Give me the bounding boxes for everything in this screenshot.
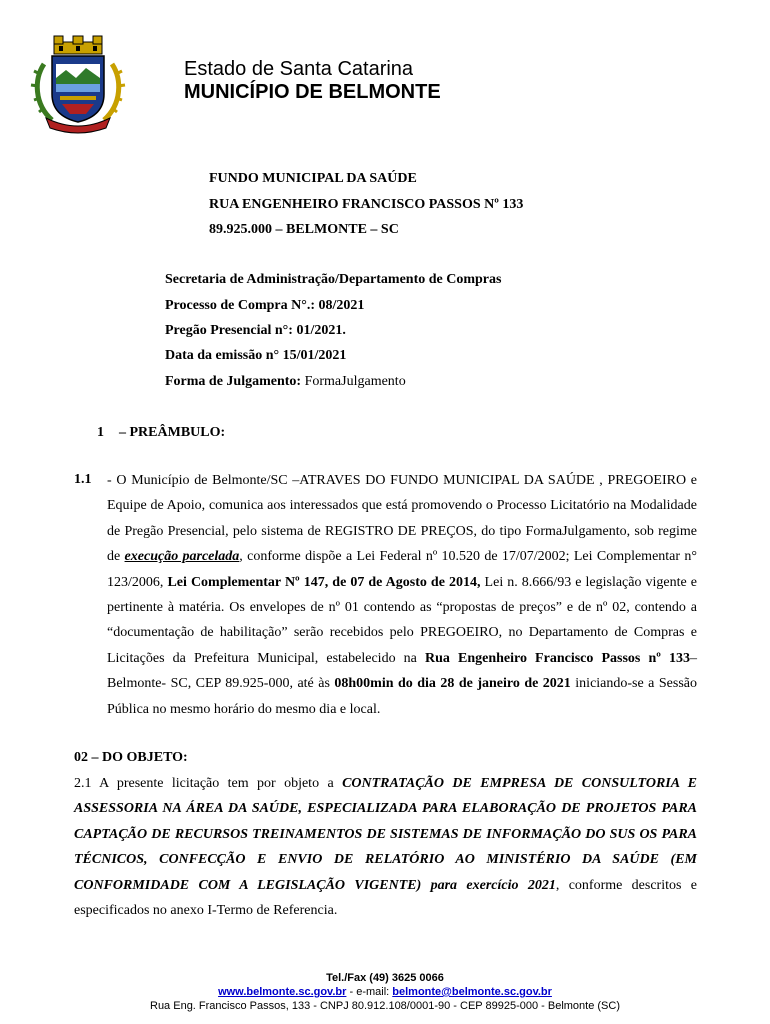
item-1-1-number: 1.1 (74, 472, 92, 487)
forma-julgamento-line: Forma de Julgamento: FormaJulgamento (165, 374, 406, 389)
municipality-name: MUNICÍPIO DE BELMONTE (184, 81, 441, 103)
address-line-fund: FUNDO MUNICIPAL DA SAÚDE (209, 171, 417, 186)
coat-of-arms-icon (26, 34, 130, 134)
secretaria-line: Secretaria de Administração/Departamento de Compras (165, 272, 502, 287)
data-emissao-line: Data da emissão n° 15/01/2021 (165, 348, 347, 363)
footer-address: Rua Eng. Francisco Passos, 133 - CNPJ 80.912.108/0001-90 - CEP 89925-000 - Belmonte (SC) (150, 1000, 620, 1012)
footer-website-link[interactable]: www.belmonte.sc.gov.br (218, 986, 347, 998)
section-1-title: – PREÂMBULO: (119, 425, 226, 440)
section-2-heading: 02 – DO OBJETO: (74, 750, 188, 765)
footer-email-link[interactable]: belmonte@belmonte.sc.gov.br (392, 986, 552, 998)
footer-contact: www.belmonte.sc.gov.br - e-mail: belmonte@belmonte.sc.gov.br (218, 986, 552, 998)
address-line-street: RUA ENGENHEIRO FRANCISCO PASSOS Nº 133 (209, 197, 524, 212)
address-line-cep: 89.925.000 – BELMONTE – SC (209, 222, 399, 237)
item-2-1-paragraph: 2.1 A presente licitação tem por objeto a CONTRATAÇÃO DE EMPRESA DE CONSULTORIA E ASSESSORIA NA ÁREA DA SAÚDE, ESPECIALIZADA PARA ELABORAÇÃO DE PROJETOS PARA CAPTAÇÃO DE RECURSOS TREINAMENTOS DE SISTEMAS DE INFORMAÇÃO DO SUS OS PARA TÉCNICOS, CONFECÇÃO E ENVIO DE RELATÓRIO AO MINISTÉRIO DA SAÚDE (EM CONFORMIDADE COM A LEGISLAÇÃO VIGENTE) para exercício 2021, conforme descritos e especificados no anexo I-Termo de Referencia. (74, 776, 698, 919)
state-name: Estado de Santa Catarina (184, 58, 414, 80)
item-1-1-paragraph: - O Município de Belmonte/SC –ATRAVES DO FUNDO MUNICIPAL DA SAÚDE , PREGOEIRO e Equipe de Apoio, comunica aos interessados que está promovendo o Processo Licitatório na Modalidade de Pregão Presencial, pelo sistema de REGISTRO DE PREÇOS, do tipo FormaJulgamento, sob regime de execução parcelada, conforme dispõe a Lei Federal nº 10.520 de 17/07/2002; Lei Complementar n° 123/2006, Lei Complementar Nº 147, de 07 de Agosto de 2014, Lei n. 8.666/93 e legislação vigente e pertinente à matéria. Os envelopes de nº 01 contendo as “propostas de preços” e de nº 02, contendo a “documentação de habilitação” serão recebidos pelo PREGOEIRO, no Departamento de Compras e Licitações da Prefeitura Municipal, estabelecido na Rua Engenheiro Francisco Passos nº 133– Belmonte- SC, CEP 89.925-000, até às 08h00min do dia 28 de janeiro de 2021 iniciando-se a Sessão Pública no mesmo horário do mesmo dia e local. (107, 473, 698, 717)
page-footer (0, 971, 770, 1013)
footer-phone: Tel./Fax (49) 3625 0066 (326, 972, 444, 984)
processo-line: Processo de Compra N°.: 08/2021 (165, 298, 365, 313)
section-1-number: 1 (97, 425, 104, 440)
section-1-heading (97, 423, 225, 443)
pregao-line: Pregão Presencial n°: 01/2021. (165, 323, 346, 338)
